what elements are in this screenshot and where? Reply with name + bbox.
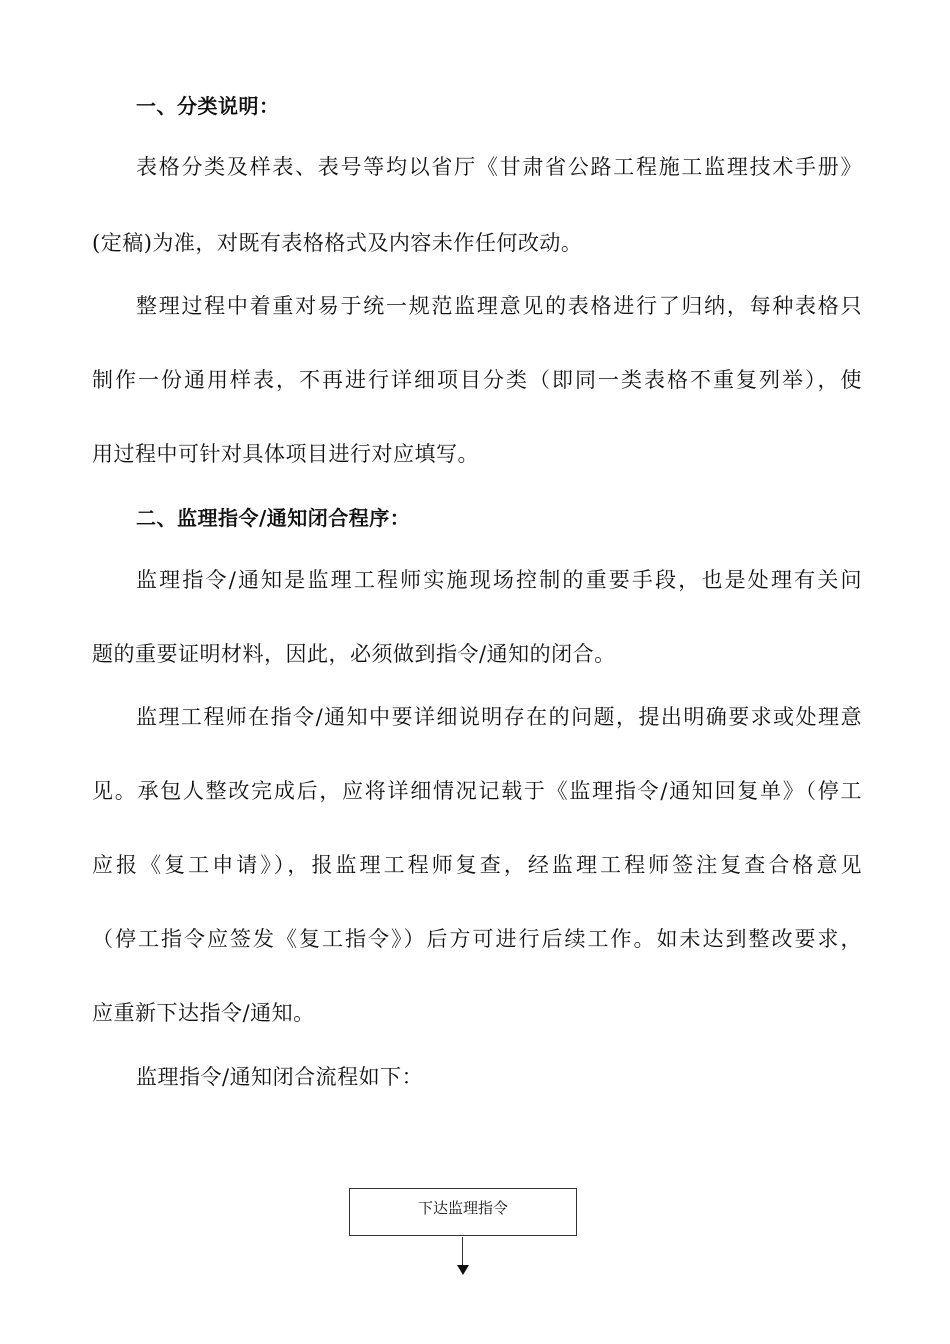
paragraph-line: (定稿)为准，对既有表格格式及内容未作任何改动。	[92, 231, 583, 255]
paragraph-line: 应报《复工申请》），报监理工程师复查，经监理工程师签注复查合格意见	[92, 853, 862, 877]
paragraph-line: 监理指令/通知是监理工程师实施现场控制的重要手段，也是处理有关问	[136, 568, 862, 592]
paragraph-line: 题的重要证明材料，因此，必须做到指令/通知的闭合。	[92, 642, 616, 666]
paragraph-line: 制作一份通用样表，不再进行详细项目分类（即同一类表格不重复列举），使	[92, 368, 862, 392]
paragraph-line: 表格分类及样表、表号等均以省厅《甘肃省公路工程施工监理技术手册》	[136, 155, 862, 179]
section2-heading: 二、监理指令/通知闭合程序：	[136, 506, 411, 530]
paragraph-line: （停工指令应签发《复工指令》）后方可进行后续工作。如未达到整改要求，	[92, 927, 862, 951]
paragraph-line: 监理工程师在指令/通知中要详细说明存在的问题，提出明确要求或处理意	[136, 705, 862, 729]
section1-heading: 一、分类说明：	[136, 94, 280, 118]
paragraph-line: 用过程中可针对具体项目进行对应填写。	[92, 442, 479, 466]
paragraph-line: 监理指令/通知闭合流程如下：	[136, 1065, 424, 1089]
arrow-down-icon	[457, 1265, 469, 1275]
paragraph-line: 应重新下达指令/通知。	[92, 1001, 315, 1025]
paragraph-line: 整理过程中着重对易于统一规范监理意见的表格进行了归纳，每种表格只	[136, 294, 862, 318]
flowchart-connector	[462, 1237, 463, 1267]
flowchart-step-box: 下达监理指令	[349, 1188, 577, 1236]
paragraph-line: 见。承包人整改完成后，应将详细情况记载于《监理指令/通知回复单》（停工	[92, 779, 862, 803]
